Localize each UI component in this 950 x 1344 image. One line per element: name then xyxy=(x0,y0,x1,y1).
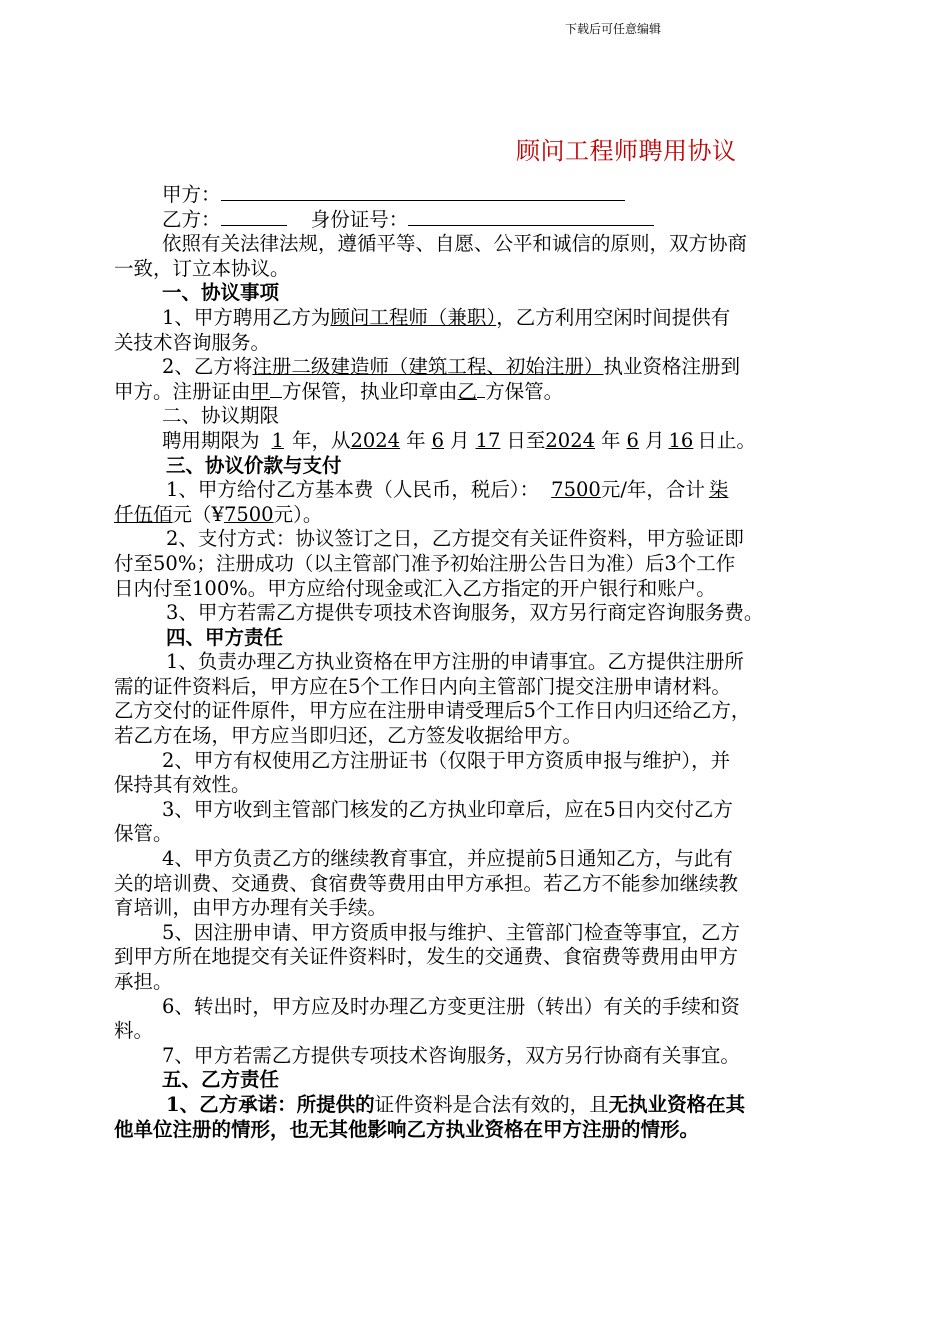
s4-p2-line-2: 保持其有效性。 xyxy=(114,773,251,797)
s3-p1-line-2 xyxy=(114,503,834,528)
start-month: 6 xyxy=(431,428,445,452)
s4-p3-line-2: 保管。 xyxy=(114,822,173,846)
end-month: 6 xyxy=(626,428,639,452)
text: ，乙方利用空闲时间提供有 xyxy=(496,305,731,329)
s4-p4-line-1: 4、甲方负责乙方的继续教育事宜，并应提前5日通知乙方，与此有 xyxy=(162,847,733,871)
text: 元）。 xyxy=(273,502,323,526)
s4-p6-line-1: 6、转出时，甲方应及时办理乙方变更注册（转出）有关的手续和资 xyxy=(162,994,740,1018)
id-blank xyxy=(408,208,654,226)
section-2-heading: 二、协议期限 xyxy=(162,404,280,428)
s5-p1-line-1 xyxy=(114,1093,834,1118)
party-a-label: 甲方： xyxy=(162,183,221,206)
total-cn-1: 柒 xyxy=(708,478,729,502)
document-title: 顾问工程师聘用协议 xyxy=(516,137,737,165)
header-note: 下载后可任意编辑 xyxy=(565,22,662,36)
s1-p2-line-1 xyxy=(114,355,834,380)
s4-p4-line-2: 关的培训费、交通费、食宿费等费用由甲方承担。若乙方不能参加继续教 xyxy=(114,871,739,895)
s3-p1-line-1 xyxy=(114,478,834,503)
s4-p1-line-1: 1、负责办理乙方执业资格在甲方注册的申请事宜。乙方提供注册所 xyxy=(166,650,744,674)
s4-p1-line-3: 乙方交付的证件原件，甲方应在注册申请受理后5个工作日内归还给乙方， xyxy=(114,699,751,723)
end-day: 16 xyxy=(668,428,694,452)
s3-p2-line-2: 付至50%；注册成功（以主管部门准予初始注册公告日为准）后3个工作 xyxy=(114,551,736,575)
party-b-label: 乙方： xyxy=(162,207,221,231)
party-a-line xyxy=(114,183,834,208)
s3-p3: 3、甲方若需乙方提供专项技术咨询服务，双方另行商定咨询服务费。 xyxy=(166,601,764,625)
s4-p1-line-4: 若乙方在场，甲方应当即归还，乙方签发收据给甲方。 xyxy=(114,724,583,748)
text: 1、甲方给付乙方基本费（人民币，税后）： xyxy=(166,478,540,502)
text: 方保管。 xyxy=(485,379,564,403)
s4-p5-line-1: 5、因注册申请、甲方资质申报与维护、主管部门检查等事宜，乙方 xyxy=(162,920,740,944)
text: 方保管，执业印章由 xyxy=(282,379,458,403)
text: 1、甲方聘用乙方为 xyxy=(162,305,331,329)
start-day: 17 xyxy=(475,428,501,452)
term-years: 1 xyxy=(271,428,284,452)
text: 执业资格注册到 xyxy=(603,355,740,379)
s3-p2-line-3: 日内付至100%。甲方应给付现金或汇入乙方指定的开户银行和账户。 xyxy=(114,576,716,600)
text: 证件资料是合法有效的，且 xyxy=(374,1092,609,1116)
text: 元/年，合计 xyxy=(600,478,705,502)
s1-p1-line-2: 关技术咨询服务。 xyxy=(114,330,271,354)
section-3-heading: 三、协议价款与支付 xyxy=(166,453,342,477)
text: 元（¥ xyxy=(172,502,224,526)
party-b-line xyxy=(114,208,834,233)
text: 年 xyxy=(601,428,621,452)
s1-p1-line-1 xyxy=(114,306,834,331)
s4-p1-line-2: 需的证件资料后，甲方应在5个工作日内向主管部门提交注册申请材料。 xyxy=(114,674,731,698)
section-5-heading: 五、乙方责任 xyxy=(162,1068,280,1092)
blank xyxy=(477,380,485,398)
text: 日止。 xyxy=(697,428,756,452)
s4-p7: 7、甲方若需乙方提供专项技术咨询服务，双方另行协商有关事宜。 xyxy=(162,1043,740,1067)
term-line xyxy=(114,429,834,454)
s4-p3-line-1: 3、甲方收到主管部门核发的乙方执业印章后，应在5日内交付乙方 xyxy=(162,797,733,821)
s4-p5-line-2: 到甲方所在地提交有关证件资料时，发生的交通费、食宿费等费用由甲方 xyxy=(114,945,739,969)
party-a-blank xyxy=(221,183,625,201)
text: 年，从 xyxy=(291,428,351,452)
s1-p2-line-2 xyxy=(114,380,834,405)
end-year: 2024 xyxy=(545,428,596,452)
intro-line-2: 一致，订立本协议。 xyxy=(114,256,290,280)
annual-fee: 7500 xyxy=(551,478,601,502)
s4-p6-line-2: 料。 xyxy=(114,1019,154,1043)
seal-holder-field: 乙 xyxy=(457,379,478,403)
s4-p4-line-3: 育培训，由甲方办理有关手续。 xyxy=(114,896,388,920)
s3-p2-line-1: 2、支付方式：协议签订之日，乙方提交有关证件资料，甲方验证即 xyxy=(166,527,744,551)
s5-p1-line-2: 他单位注册的情形，也无其他影响乙方执业资格在甲方注册的情形。 xyxy=(114,1117,700,1141)
intro-line-1: 依照有关法律法规，遵循平等、自愿、公平和诚信的原则，双方协商 xyxy=(162,232,748,256)
s4-p2-line-1: 2、甲方有权使用乙方注册证书（仅限于甲方资质申报与维护），并 xyxy=(162,748,731,772)
blank xyxy=(270,380,282,398)
s4-p5-line-3: 承担。 xyxy=(114,970,173,993)
role-field: 顾问工程师（兼职） xyxy=(330,305,497,329)
text: 甲方。注册证由 xyxy=(114,379,251,403)
id-label: 身份证号： xyxy=(310,207,409,231)
cert-holder-field: 甲 xyxy=(250,379,271,403)
total-cn-2: 仟伍佰 xyxy=(114,502,173,526)
text: 1、乙方承诺：所提供的 xyxy=(166,1092,375,1116)
text: 无执业资格在其 xyxy=(608,1092,746,1116)
section-1-heading: 一、协议事项 xyxy=(162,281,280,305)
text: 聘用期限为 xyxy=(162,428,260,452)
section-4-heading: 四、甲方责任 xyxy=(166,625,284,649)
text: 月 xyxy=(644,428,665,452)
party-b-blank xyxy=(221,208,287,226)
text: 年 xyxy=(406,428,426,452)
document-body xyxy=(114,183,834,1142)
text: 2、乙方将 xyxy=(162,355,253,379)
text: 月 xyxy=(450,428,470,452)
text: 日至 xyxy=(506,428,546,452)
total-amount: 7500 xyxy=(223,502,274,526)
registration-field: 注册二级建造师（建筑工程、初始注册） xyxy=(252,355,604,379)
start-year: 2024 xyxy=(350,428,401,452)
